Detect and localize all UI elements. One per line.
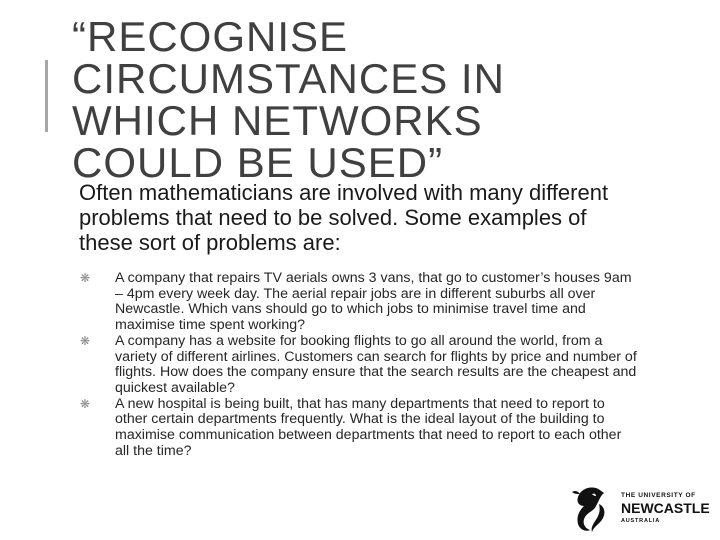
intro-paragraph: Often mathematicians are involved with many different problems that need to be solved. Some examples of these sort of problems are:: [79, 180, 609, 255]
logo-text-university-of: THE UNIVERSITY OF: [621, 492, 696, 499]
bullet-text: A company has a website for booking flights to go all around the world, from a variety of different airlines. Customers can search for flights by price and number of flights. How does the company ensure that the search results are the cheapest and quickest available?: [115, 332, 637, 396]
snowflake-bullet-icon: ❋: [79, 396, 91, 411]
bullet-item-flights: [78, 334, 638, 397]
logo-text-newcastle: NEWCASTLE: [621, 500, 710, 516]
title-accent-bar: [45, 60, 48, 132]
snowflake-bullet-icon: ❋: [79, 271, 91, 285]
bullet-item-hospital: [78, 397, 638, 460]
bullet-list: [78, 271, 638, 459]
slide-title: “RECOGNISE CIRCUMSTANCES IN WHICH NETWORKS COULD BE USED”: [72, 13, 505, 186]
university-logo: [566, 484, 710, 534]
seahorse-logo-icon: [566, 484, 614, 534]
bullet-text: A company that repairs TV aerials owns 3 vans, that go to customer’s houses 9am – 4pm every week day. The aerial repair jobs are in different suburbs all over Newcastle. Which vans should go to which jobs to minimise travel time and maximise time spent working?: [115, 270, 632, 334]
bullet-text: A new hospital is being built, that has many departments that need to report to other certain departments frequently. What is the ideal layout of the building to maximise communication between departments that need to report to each other all the time?: [115, 395, 622, 459]
bullet-item-vans: [78, 271, 638, 334]
logo-text-australia: AUSTRALIA: [621, 518, 660, 524]
snowflake-bullet-icon: ❋: [79, 333, 91, 348]
